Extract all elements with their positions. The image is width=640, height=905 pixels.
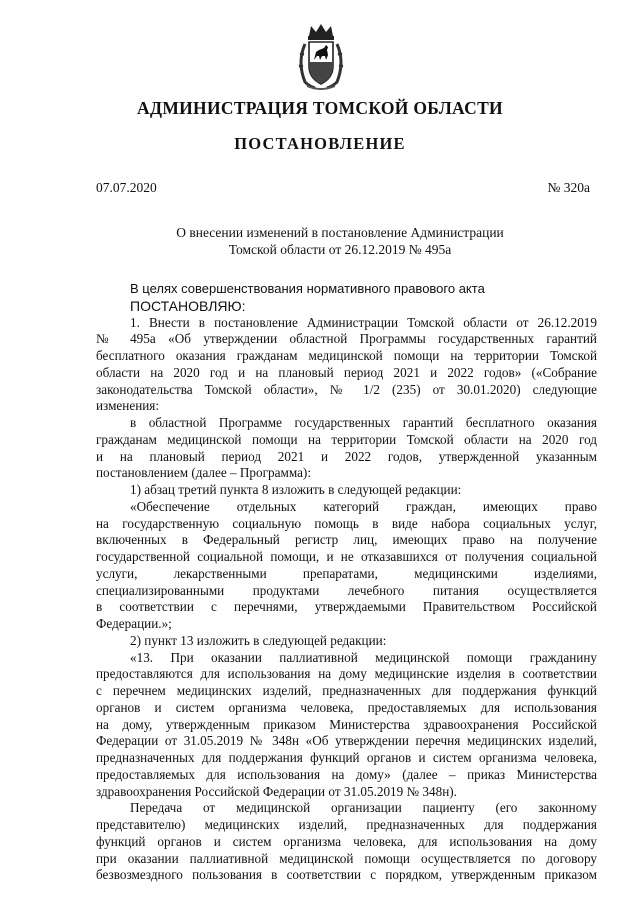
body-line: функций органов и систем организма человека, для использования на дому [96, 833, 597, 849]
subject-line: О внесении изменений в постановление Администрации [176, 225, 504, 240]
body-line: на государственную социальную помощь в виде набора социальных услуг, [96, 515, 597, 531]
body-line: 1) абзац третий пункта 8 изложить в следующей редакции: [130, 482, 462, 497]
body-line: предназначенных для поддержания функций органов и систем организма человека, [96, 750, 597, 765]
body-line: гражданам медицинской помощи на территории Томской области на 2020 год [96, 431, 597, 447]
body-line: В целях совершенствования нормативного правового акта [130, 281, 485, 296]
document-subject [120, 224, 560, 258]
body-line: № 495а «Об утверждении областной Программы государственных гарантий [96, 331, 597, 347]
body-line: услуги, лекарственными препаратами, медицинскими изделиями, [96, 565, 597, 581]
body-line: предоставляемых для использования на дому» (далее – приказ Министерства [96, 766, 597, 782]
body-line: ПОСТАНОВЛЯЮ: [130, 297, 246, 314]
body-line: здравоохранения Российской Федерации от 31.05.2019 № 348н). [96, 783, 457, 799]
body-line: в областной Программе государственных гарантий бесплатного оказания [130, 415, 597, 430]
tomsk-region-coat-of-arms-icon [295, 22, 347, 92]
body-line: государственной социальной помощи, и не отказавшихся от получения социальной [96, 549, 597, 564]
document-body [96, 281, 597, 884]
body-line: 1. Внести в постановление Администрации Томской области от 26.12.2019 [130, 314, 597, 330]
body-line: специализированными продуктами лечебного питания осуществляется [96, 582, 597, 598]
subject-line: Томской области от 26.12.2019 № 495а [228, 242, 452, 257]
body-line: включенных в Федеральный регистр лиц, имеющих право на получение [96, 532, 597, 548]
body-line: Федерации от 31.05.2019 № 348н «Об утверждении перечня медицинских изделий, [96, 733, 597, 749]
body-line: «Обеспечение отдельных категорий граждан, имеющих право [130, 498, 597, 514]
body-line: Передача от медицинской организации пациенту (его законному [130, 800, 597, 816]
body-line: представителю) медицинских изделий, предназначенных для поддержания [96, 817, 597, 832]
body-line: «13. При оказании паллиативной медицинской помощи гражданину [130, 649, 597, 665]
body-line: с перечнем медицинских изделий, предназначенных для поддержания функций [96, 683, 597, 698]
body-line: изменения: [96, 398, 160, 414]
body-line: органов и систем организма человека, предоставляемых для использования [96, 699, 597, 715]
body-line: постановлением (далее – Программа): [96, 465, 311, 481]
body-line: Федерации.»; [96, 616, 172, 631]
body-line: при оказании паллиативной медицинской помощи осуществляется по договору [96, 850, 597, 866]
organization-title: АДМИНИСТРАЦИЯ ТОМСКОЙ ОБЛАСТИ [137, 98, 503, 118]
document-number: № 320а [547, 180, 590, 195]
body-line: области на 2020 год и на плановый период 2021 и 2022 годов» («Собрание [96, 364, 597, 380]
body-line: и на плановый период 2021 и 2022 годов, утвержденной указанным [96, 448, 597, 464]
body-line: законодательства Томской области», № 1/2 (235) от 30.01.2020) следующие [96, 381, 597, 397]
body-line: в соответствии с перечнями, утверждаемыми Правительством Российской [96, 599, 597, 615]
body-line: 2) пункт 13 изложить в следующей редакции: [130, 632, 387, 648]
body-line: бесплатного оказания гражданам медицинской помощи на территории Томской [96, 348, 597, 363]
document-date: 07.07.2020 [96, 180, 157, 195]
body-line: безвозмездного пользования в соответствии с порядком, утвержденным приказом [96, 867, 597, 883]
document-type: ПОСТАНОВЛЕНИЕ [234, 134, 406, 153]
body-line: на дому, утвержденным приказом Министерства здравоохранения Российской [96, 716, 597, 732]
body-line: предоставляются для использования на дому медицинские изделия в соответствии [96, 666, 597, 682]
